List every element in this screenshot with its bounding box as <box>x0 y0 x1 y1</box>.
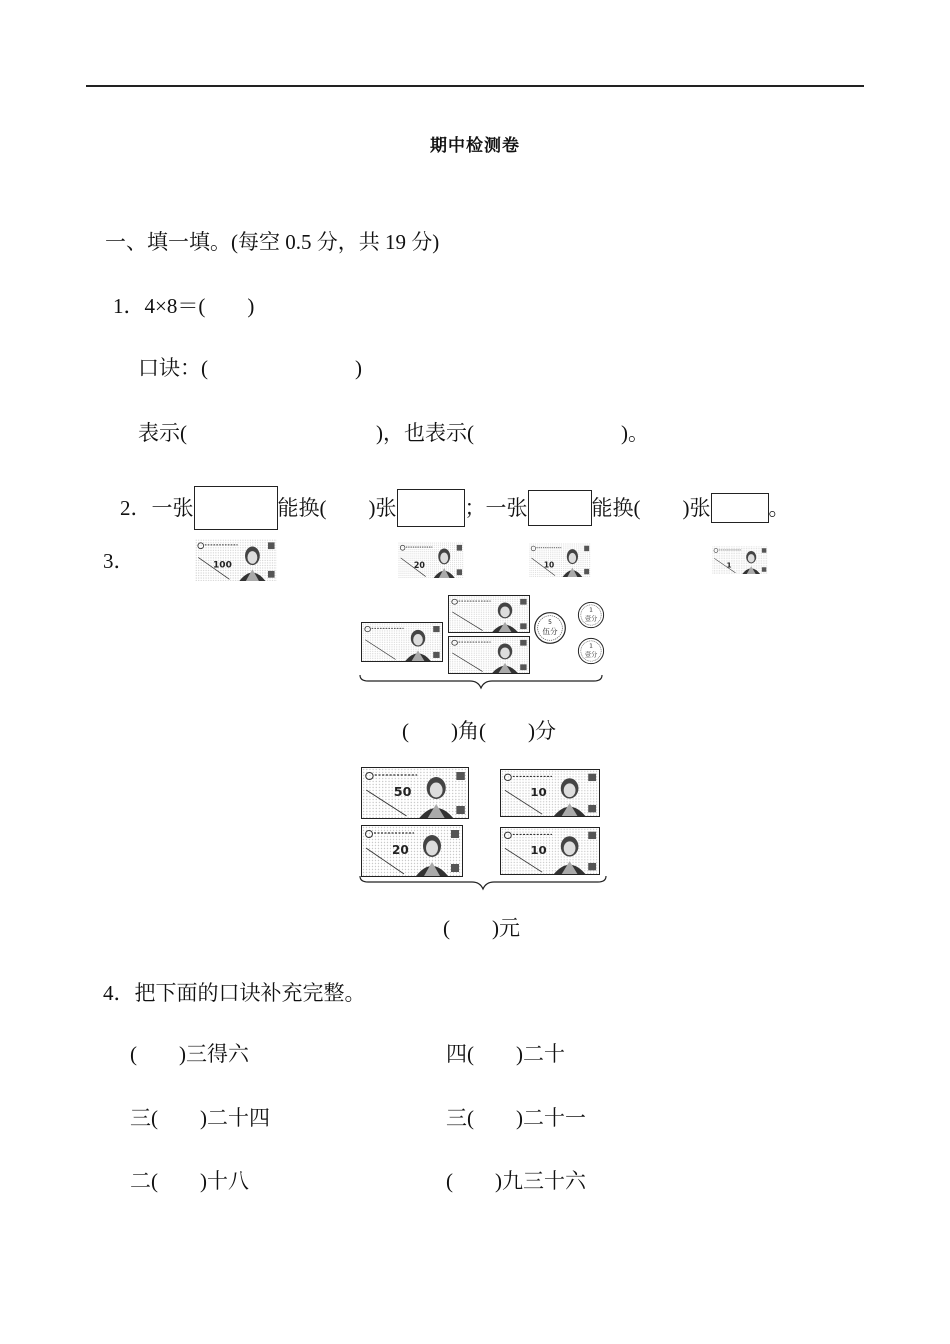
banknote-jiao-icon <box>448 636 530 674</box>
banknote-1-icon <box>711 493 769 570</box>
banknote-10-icon <box>528 490 592 570</box>
q4-item: 四( )二十 <box>446 1042 565 1066</box>
svg-text:伍分: 伍分 <box>542 626 558 636</box>
brace-1 <box>358 673 604 691</box>
banknote-20-icon <box>361 825 463 877</box>
coin-1-fen-icon <box>577 601 605 629</box>
svg-text:10: 10 <box>530 843 547 857</box>
svg-text:50: 50 <box>393 785 412 799</box>
coin-1-fen-icon <box>577 637 605 665</box>
q3-answer-1: ( )角( )分 <box>402 719 556 743</box>
q4-item: 三( )二十四 <box>130 1106 270 1130</box>
q2-text-5: 。 <box>768 496 790 520</box>
banknote-50-icon <box>361 767 469 819</box>
banknote-jiao-icon <box>448 595 530 633</box>
banknote-denomination: 10 <box>543 560 554 570</box>
banknote-100-icon <box>194 486 278 571</box>
q1-rhyme-line: 口诀：( ) <box>138 356 362 380</box>
q1-meaning-line: 表示( )，也表示( )。 <box>138 421 649 445</box>
q2-text-2: 能换( )张 <box>277 496 397 520</box>
q2-text-3: ；一张 <box>464 496 528 520</box>
q3-answer-2: ( )元 <box>443 916 520 940</box>
brace-2 <box>358 874 608 892</box>
q2-row <box>120 488 790 571</box>
banknote-denomination: 20 <box>413 559 425 571</box>
q2-text-1: 2．一张 <box>120 496 194 520</box>
section-heading: 一、填一填。(每空 0.5 分，共 19 分) <box>105 230 440 254</box>
svg-text:10: 10 <box>530 785 547 799</box>
coin-5-fen-icon <box>533 611 567 645</box>
q1-equation: 1．4×8＝( ) <box>113 294 255 318</box>
svg-text:壹分: 壹分 <box>584 615 598 623</box>
q4-label: 4．把下面的口诀补充完整。 <box>103 981 366 1005</box>
q4-item: 三( )二十一 <box>446 1106 586 1130</box>
top-rule <box>86 85 864 87</box>
q4-item: ( )九三十六 <box>446 1169 586 1193</box>
banknote-20-icon <box>397 489 465 571</box>
banknote-denomination: 100 <box>212 560 232 571</box>
svg-text:20: 20 <box>392 843 409 857</box>
banknote-denomination: 1 <box>726 560 732 570</box>
q4-item: 二( )十八 <box>130 1169 249 1193</box>
banknote-jiao-icon <box>361 622 443 662</box>
page-title: 期中检测卷 <box>430 136 520 156</box>
banknote-10-icon <box>500 827 600 875</box>
banknote-10-icon <box>500 769 600 817</box>
svg-text:1: 1 <box>589 607 593 614</box>
q3-label: 3． <box>103 549 135 573</box>
q4-item: ( )三得六 <box>130 1042 249 1066</box>
q2-text-4: 能换( )张 <box>591 496 711 520</box>
svg-text:5: 5 <box>548 618 552 626</box>
svg-text:壹分: 壹分 <box>584 651 598 659</box>
svg-text:1: 1 <box>589 643 593 650</box>
